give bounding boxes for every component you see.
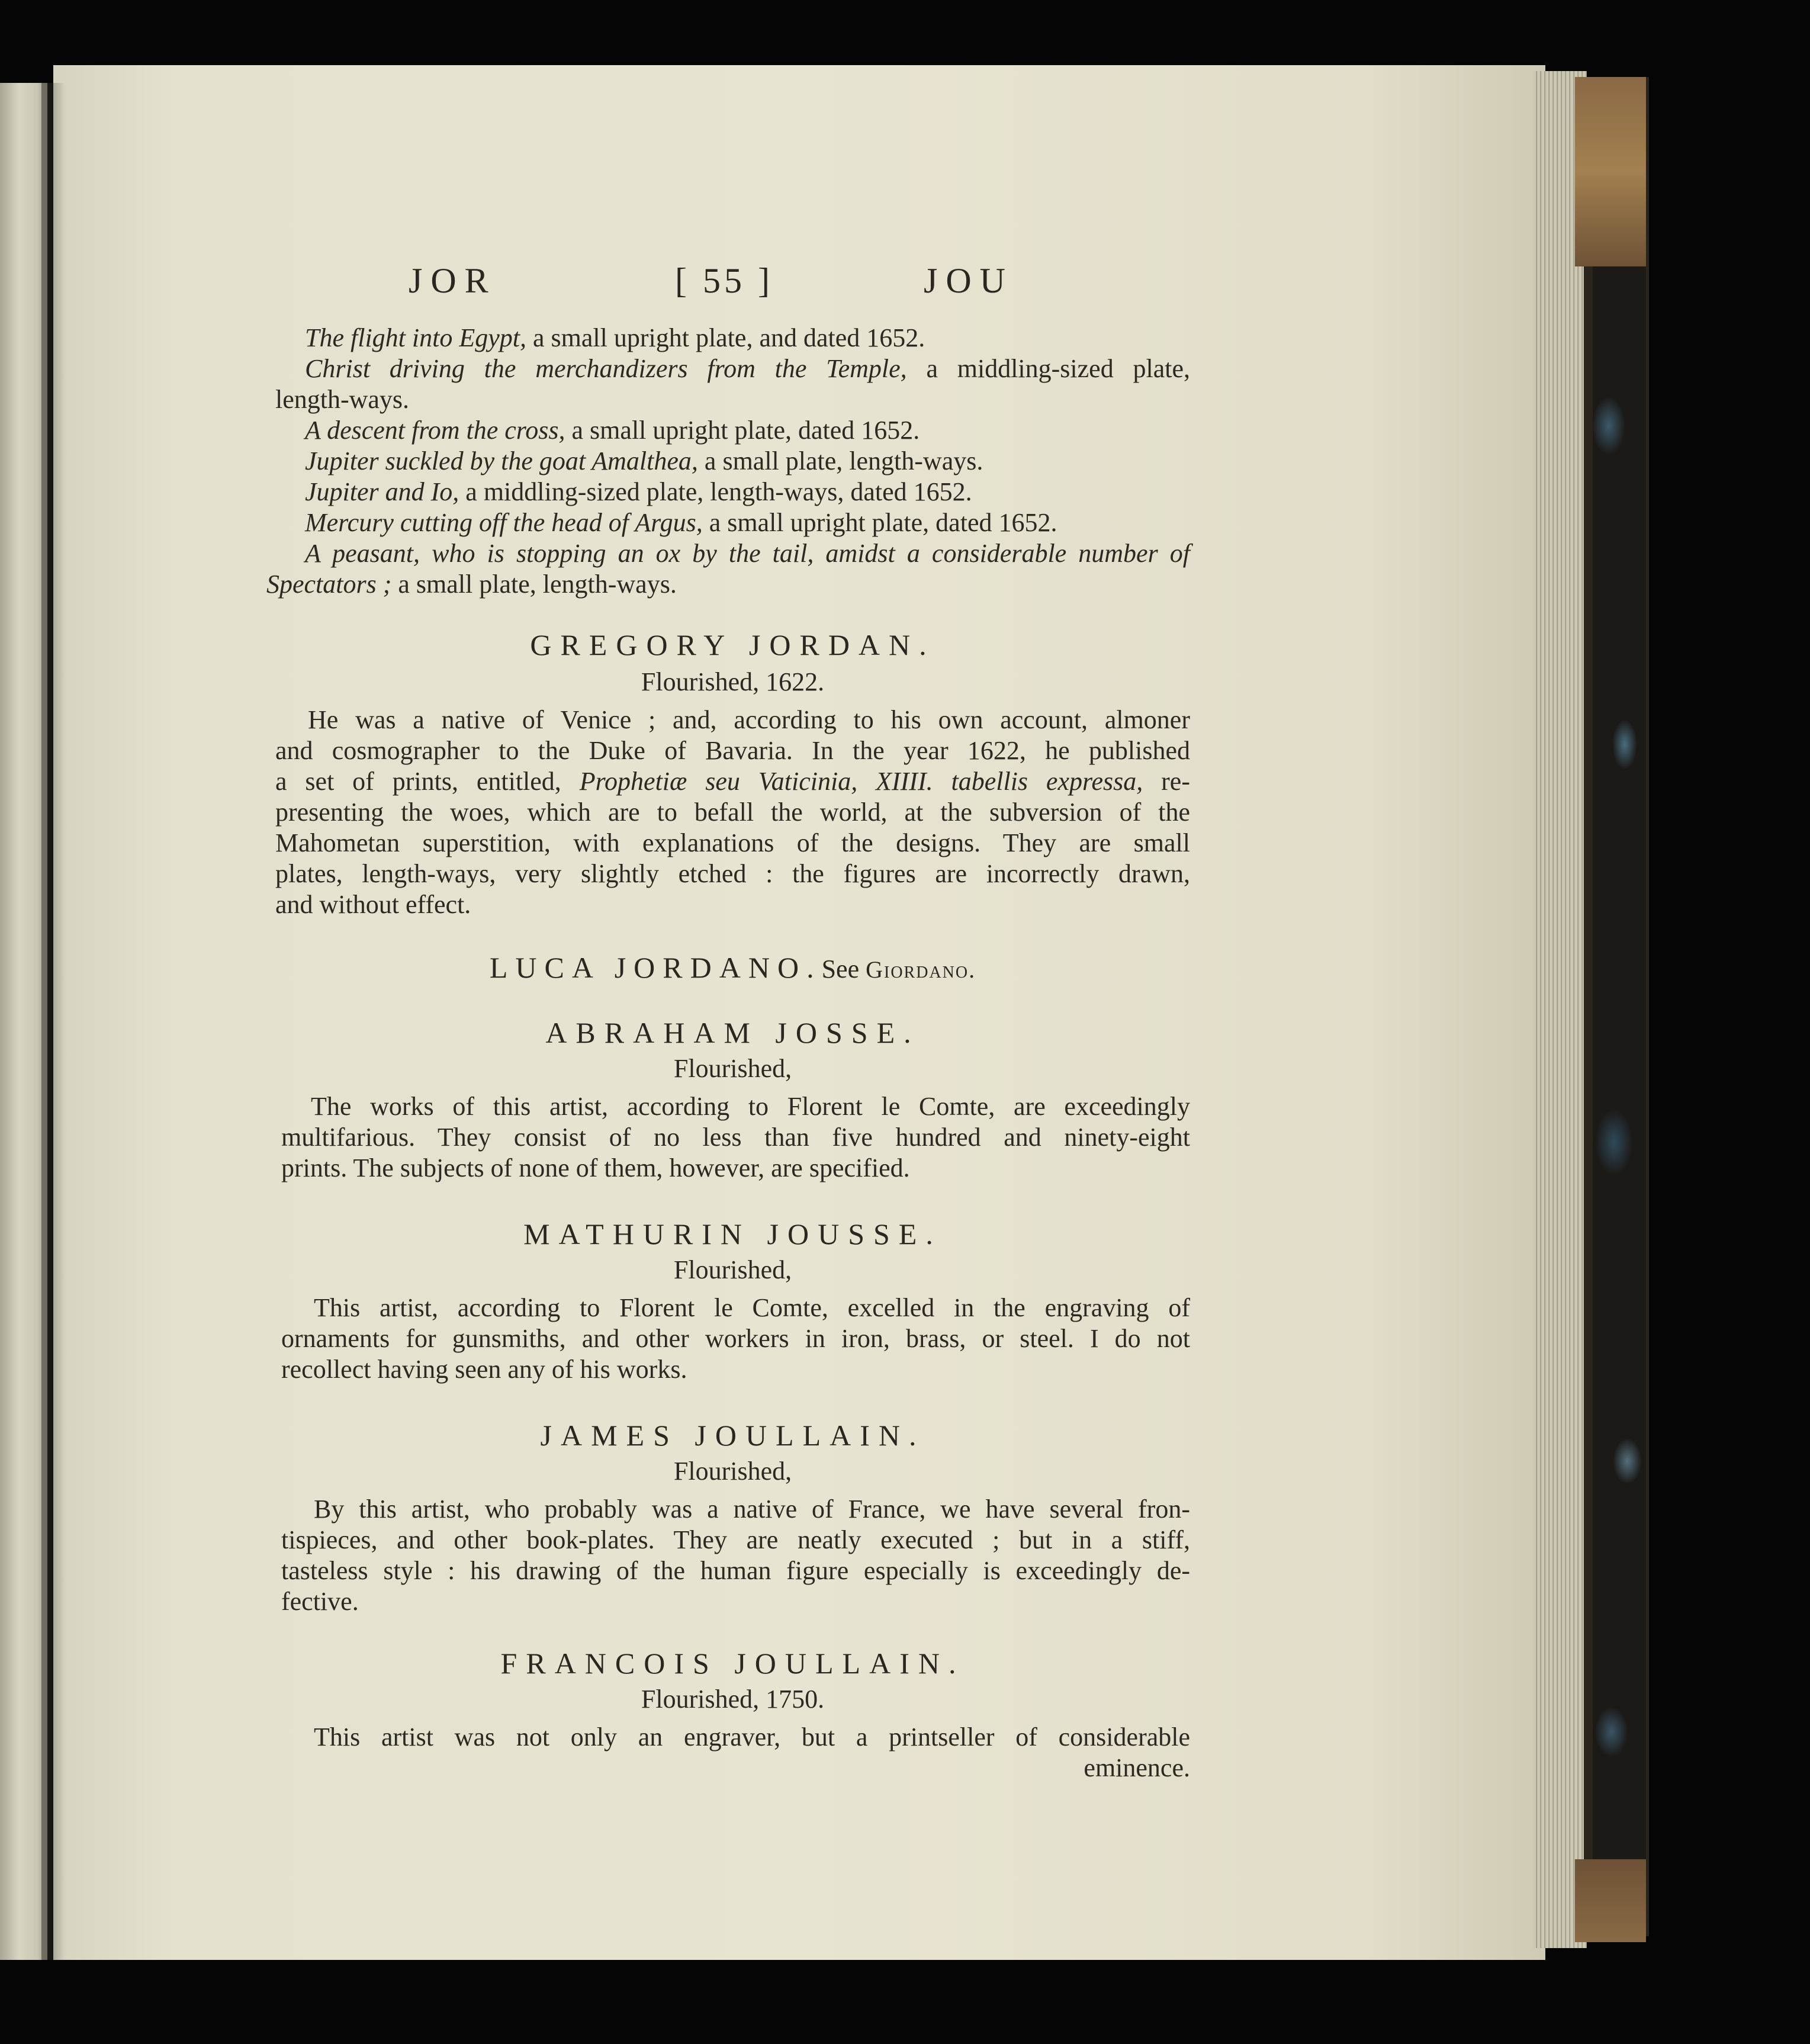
- list-item: Spectators ; a small plate, length-ways.: [266, 570, 677, 599]
- body-line: prints. The subjects of none of them, however, are specified.: [281, 1153, 910, 1182]
- entry-heading: LUCA JORDANO.See Giordano.: [489, 951, 976, 984]
- list-item: Jupiter and Io, a middling-sized plate, length-ways, dated 1652.: [305, 477, 972, 506]
- list-item: Jupiter suckled by the goat Amalthea, a small plate, length-ways.: [305, 446, 983, 475]
- list-item: The flight into Egypt, a small upright plate, and dated 1652.: [305, 323, 925, 352]
- body-line: and without effect.: [275, 890, 471, 919]
- body-line: fective.: [281, 1587, 359, 1616]
- body-line: By this artist, who probably was a native of France, we have several fron-: [314, 1495, 1190, 1524]
- body-line: Mahometan superstition, with explanations of the designs. They are small: [275, 828, 1190, 857]
- body-line: ornaments for gunsmiths, and other workers in iron, brass, or steel. I do not: [281, 1324, 1190, 1353]
- entry-heading: ABRAHAM JOSSE.: [545, 1016, 920, 1049]
- body-line: and cosmographer to the Duke of Bavaria. In the year 1622, he published: [275, 736, 1190, 765]
- body-line: recollect having seen any of his works.: [281, 1355, 687, 1384]
- facing-page-edge: [0, 83, 47, 1960]
- flourished-date: Flourished, 1622.: [641, 667, 825, 696]
- body-line: tispieces, and other book-plates. They are neatly executed ; but in a stiff,: [281, 1525, 1190, 1554]
- body-line: multifarious. They consist of no less than five hundred and ninety-eight: [281, 1123, 1190, 1152]
- body-line: He was a native of Venice ; and, according to his own account, almoner: [308, 705, 1190, 734]
- leather-corner-bottom: [1575, 1859, 1646, 1942]
- list-item: A descent from the cross, a small upright plate, dated 1652.: [305, 416, 920, 445]
- body-line: plates, length-ways, very slightly etched : the figures are incorrectly drawn,: [275, 859, 1190, 888]
- running-head-left: JOR: [409, 261, 497, 300]
- body-line: presenting the woes, which are to befall the world, at the subversion of the: [275, 798, 1190, 827]
- list-item: A peasant, who is stopping an ox by the tail, amidst a considerable number of: [305, 539, 1190, 568]
- entry-heading: MATHURIN JOUSSE.: [523, 1217, 942, 1251]
- list-item: Christ driving the merchandizers from the Temple, a middling-sized plate,: [305, 354, 1190, 383]
- running-head: [409, 261, 1072, 308]
- catchword: eminence.: [1084, 1753, 1190, 1782]
- running-head-right: JOU: [924, 261, 1014, 300]
- entry-heading: GREGORY JORDAN.: [530, 628, 935, 661]
- leather-corner: [1575, 77, 1646, 266]
- flourished-date: Flourished,: [673, 1054, 792, 1083]
- flourished-date: Flourished, 1750.: [641, 1685, 825, 1714]
- page-block-edges: [1533, 71, 1587, 1948]
- marbled-board: [1593, 266, 1646, 1859]
- page-number: [ 55 ]: [675, 261, 773, 300]
- flourished-date: Flourished,: [673, 1457, 792, 1486]
- page-gutter: [41, 83, 65, 1960]
- body-line: tasteless style : his drawing of the human figure especially is exceedingly de-: [281, 1556, 1190, 1585]
- entry-heading: JAMES JOULLAIN.: [540, 1419, 925, 1452]
- list-item: Mercury cutting off the head of Argus, a small upright plate, dated 1652.: [305, 508, 1057, 537]
- body-line: This artist, according to Florent le Comte, excelled in the engraving of: [314, 1293, 1190, 1322]
- list-item: length-ways.: [275, 385, 410, 414]
- body-line: The works of this artist, according to Florent le Comte, are exceedingly: [311, 1092, 1190, 1121]
- flourished-date: Flourished,: [673, 1255, 792, 1284]
- entry-heading: FRANCOIS JOULLAIN.: [500, 1647, 965, 1680]
- body-line: a set of prints, entitled, Prophetiæ seu Vaticinia, XIIII. tabellis expressa, re-: [275, 767, 1190, 796]
- body-line: This artist was not only an engraver, but a printseller of considerable: [314, 1722, 1190, 1751]
